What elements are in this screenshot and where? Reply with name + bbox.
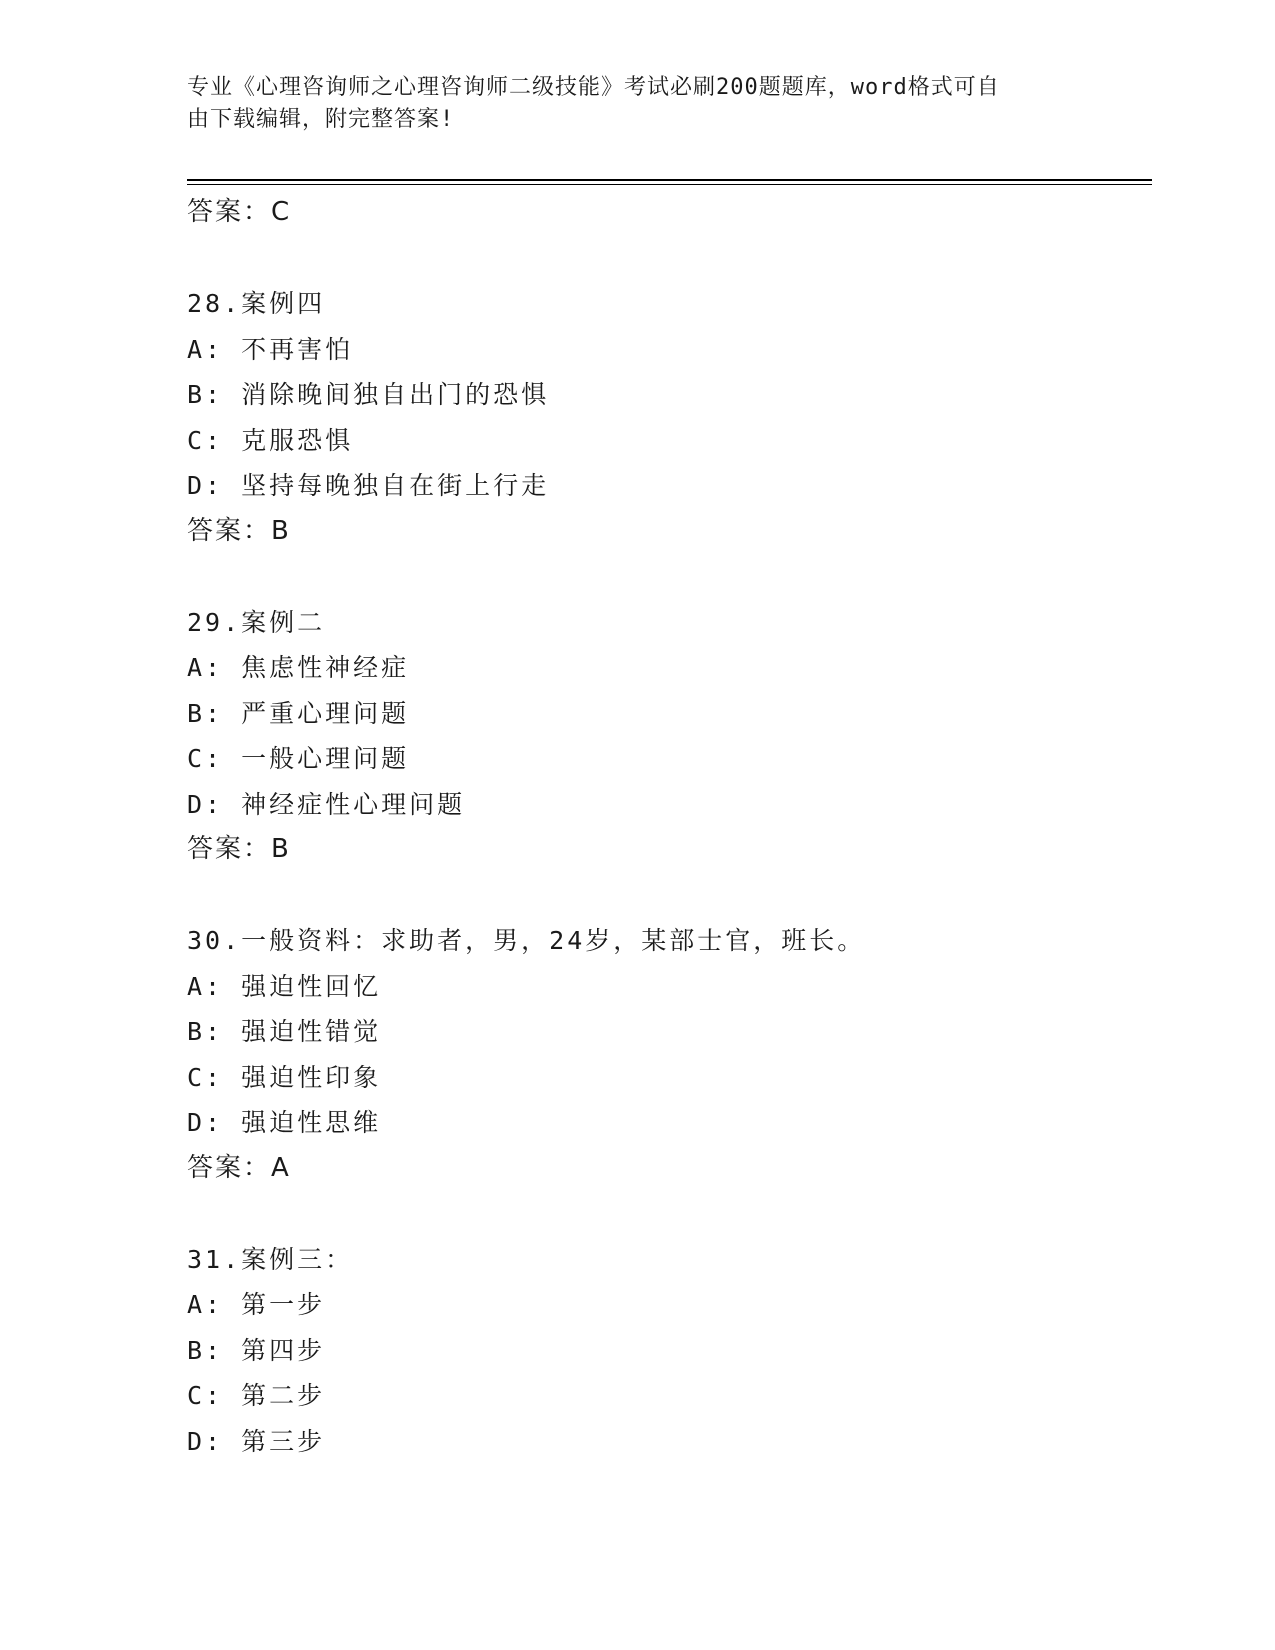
header-line-1: 专业《心理咨询师之心理咨询师二级技能》考试必刷200题题库，word格式可自 [187, 75, 1000, 100]
answer-line: 答案：C [187, 197, 292, 227]
spacer [187, 1191, 1152, 1237]
question-stem: 30.一般资料：求助者，男，24岁，某部士官，班长。 [187, 926, 866, 955]
option-b: B: 消除晚间独自出门的恐惧 [187, 380, 550, 409]
question-stem: 31.案例三： [187, 1244, 354, 1274]
answer-line: 答案：B [187, 834, 291, 864]
header-line-2: 由下载编辑，附完整答案! [187, 107, 455, 132]
option-a: A: 第一步 [187, 1290, 326, 1319]
option-c: C: 克服恐惧 [187, 425, 354, 455]
question-list [187, 190, 1152, 1464]
question-stem: 29.案例二 [187, 607, 326, 637]
answer-line: 答案：A [187, 1152, 291, 1183]
option-d: D: 坚持每晚独自在街上行走 [187, 471, 550, 500]
option-d: D: 强迫性思维 [187, 1108, 382, 1137]
option-d: D: 神经症性心理问题 [187, 789, 466, 819]
option-a: A: 不再害怕 [187, 334, 354, 364]
question-stem: 28.案例四 [187, 289, 326, 318]
option-a: A: 焦虑性神经症 [187, 653, 410, 682]
option-c: C: 第二步 [187, 1381, 326, 1410]
option-b: B: 第四步 [187, 1335, 326, 1365]
option-c: C: 一般心理问题 [187, 744, 410, 773]
option-b: B: 严重心理问题 [187, 698, 410, 728]
spacer [187, 873, 1152, 919]
spacer [187, 554, 1152, 600]
option-a: A: 强迫性回忆 [187, 971, 382, 1001]
document-header [187, 72, 1067, 136]
answer-line: 答案：B [187, 515, 291, 546]
option-c: C: 强迫性印象 [187, 1062, 382, 1092]
option-d: D: 第三步 [187, 1426, 326, 1456]
header-rule-thick [187, 179, 1152, 181]
option-b: B: 强迫性错觉 [187, 1017, 382, 1046]
header-rule-thin [187, 184, 1152, 185]
spacer [187, 236, 1152, 282]
